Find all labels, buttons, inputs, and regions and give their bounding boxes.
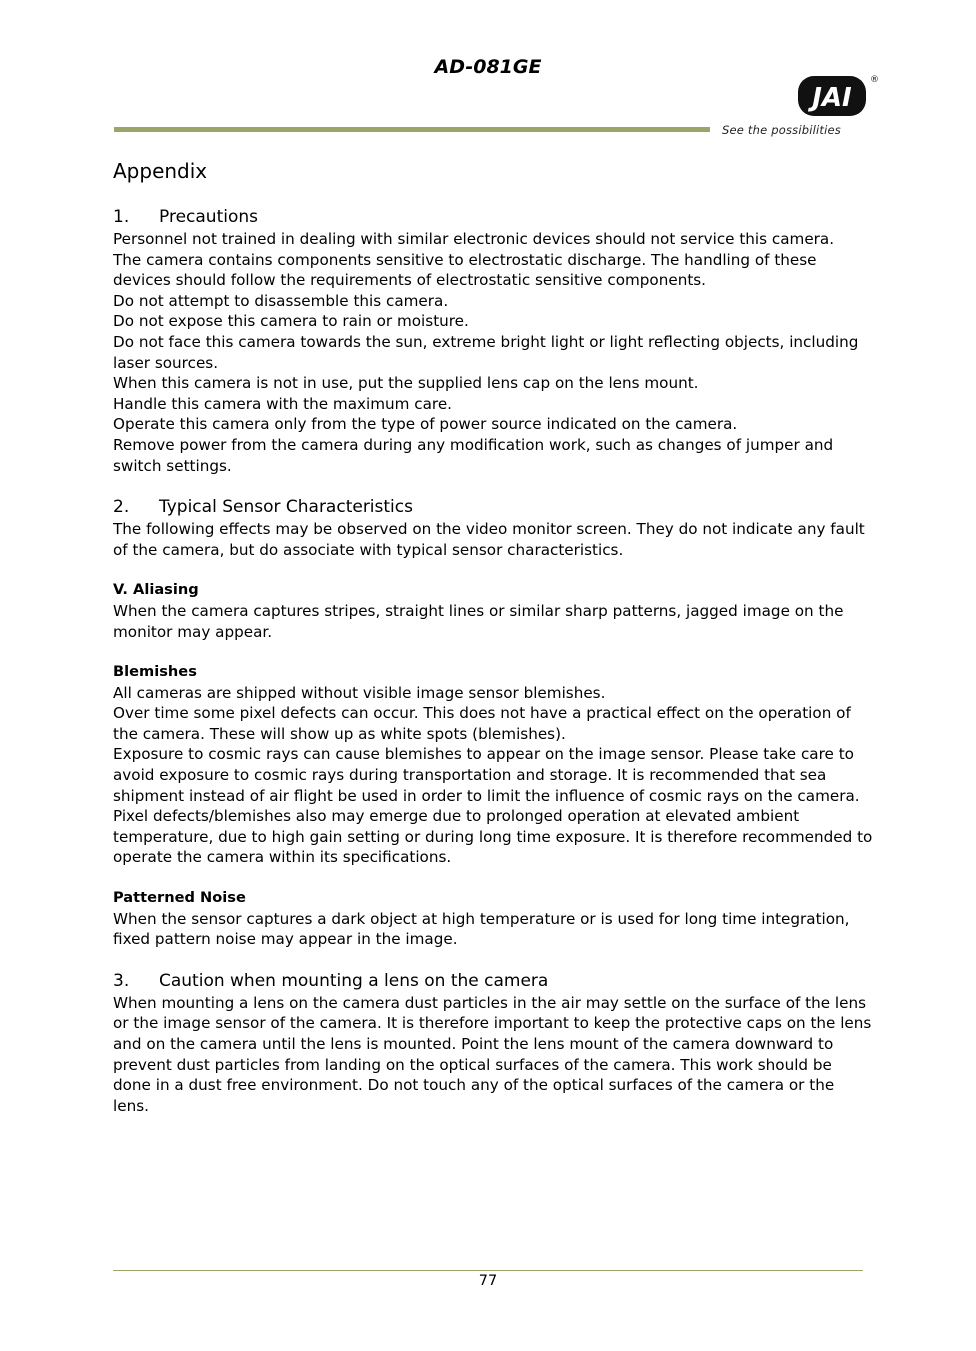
section-number: 1. <box>113 207 130 227</box>
section-number: 2. <box>113 497 130 518</box>
document-title: AD-081GE <box>434 56 542 78</box>
registered-mark: ® <box>870 75 879 85</box>
logo-tagline: See the possibilities <box>722 123 842 137</box>
paragraph: When the camera captures stripes, straight lines or similar sharp patterns, jagged image on the monitor may appear. <box>113 601 844 641</box>
section-sensor-characteristics <box>113 496 873 950</box>
paragraph: Do not expose this camera to rain or moisture. <box>113 312 469 331</box>
header-rule <box>114 127 710 132</box>
section-number: 3. <box>113 970 130 991</box>
paragraph: All cameras are shipped without visible image sensor blemishes. <box>113 683 606 702</box>
section-title: Precautions <box>159 207 258 227</box>
section-precautions <box>113 206 873 476</box>
paragraph: Over time some pixel defects can occur. This does not have a practical effect on the operation of the camera. These will show up as white spots (blemishes). <box>113 704 851 743</box>
section-title: Typical Sensor Characteristics <box>159 497 413 518</box>
section-lens-mounting <box>113 970 873 1117</box>
subsection-title: V. Aliasing <box>113 581 199 599</box>
paragraph: When mounting a lens on the camera dust particles in the air may settle on the surface of the lens or the image sensor of the camera. It is therefore important to keep the protective caps on the lens and on the camera until the lens is mounted. Point the lens mount of the camera downward to prevent dust particles from landing on the optical surfaces of the camera. This work should be done in a dust free environment. Do not touch any of the optical surfaces of the camera or the lens. <box>113 993 872 1115</box>
subsection-title: Patterned Noise <box>113 889 246 907</box>
paragraph: When this camera is not in use, put the supplied lens cap on the lens mount. <box>113 374 699 393</box>
paragraph: Handle this camera with the maximum care. <box>113 394 452 413</box>
section-heading <box>113 970 873 993</box>
main-content <box>113 206 873 1116</box>
paragraph: When the sensor captures a dark object at high temperature or is used for long time integration, fixed pattern noise may appear in the image. <box>113 909 850 949</box>
paragraph: Exposure to cosmic rays can cause blemishes to appear on the image sensor. Please take care to avoid exposure to cosmic rays during transportation and storage. It is recommended that sea shipment instead of air flight be used in order to limit the influence of cosmic rays on the camera. Pixel defects/blemishes also may emerge due to prolonged operation at elevated ambient temperature, due to high gain setting or during long time exposure. It is therefore recommended to operate the camera within its specifications. <box>113 745 873 867</box>
page-number: 77 <box>478 1273 498 1289</box>
paragraph: Personnel not trained in dealing with similar electronic devices should not service this camera. <box>113 230 835 248</box>
jai-logo <box>796 70 879 118</box>
footer-rule <box>113 1270 863 1271</box>
subsection-title: Blemishes <box>113 663 197 681</box>
paragraph: Do not face this camera towards the sun, extreme bright light or light reflecting objects, including laser sources. <box>113 332 859 372</box>
section-heading <box>113 496 873 519</box>
paragraph: Remove power from the camera during any modification work, such as changes of jumper and switch settings. <box>113 435 834 475</box>
logo-text: JAI <box>812 83 852 113</box>
section-heading <box>113 206 873 229</box>
paragraph: The camera contains components sensitive to electrostatic discharge. The handling of these devices should follow the requirements of electrostatic sensitive components. <box>113 250 817 290</box>
paragraph: Do not attempt to disassemble this camera. <box>113 291 449 310</box>
paragraph: Operate this camera only from the type of power source indicated on the camera. <box>113 415 738 434</box>
page-heading: Appendix <box>113 159 208 183</box>
section-title: Caution when mounting a lens on the camera <box>159 970 549 991</box>
paragraph: The following effects may be observed on the video monitor screen. They do not indicate any fault of the camera, but do associate with typical sensor characteristics. <box>113 520 865 559</box>
